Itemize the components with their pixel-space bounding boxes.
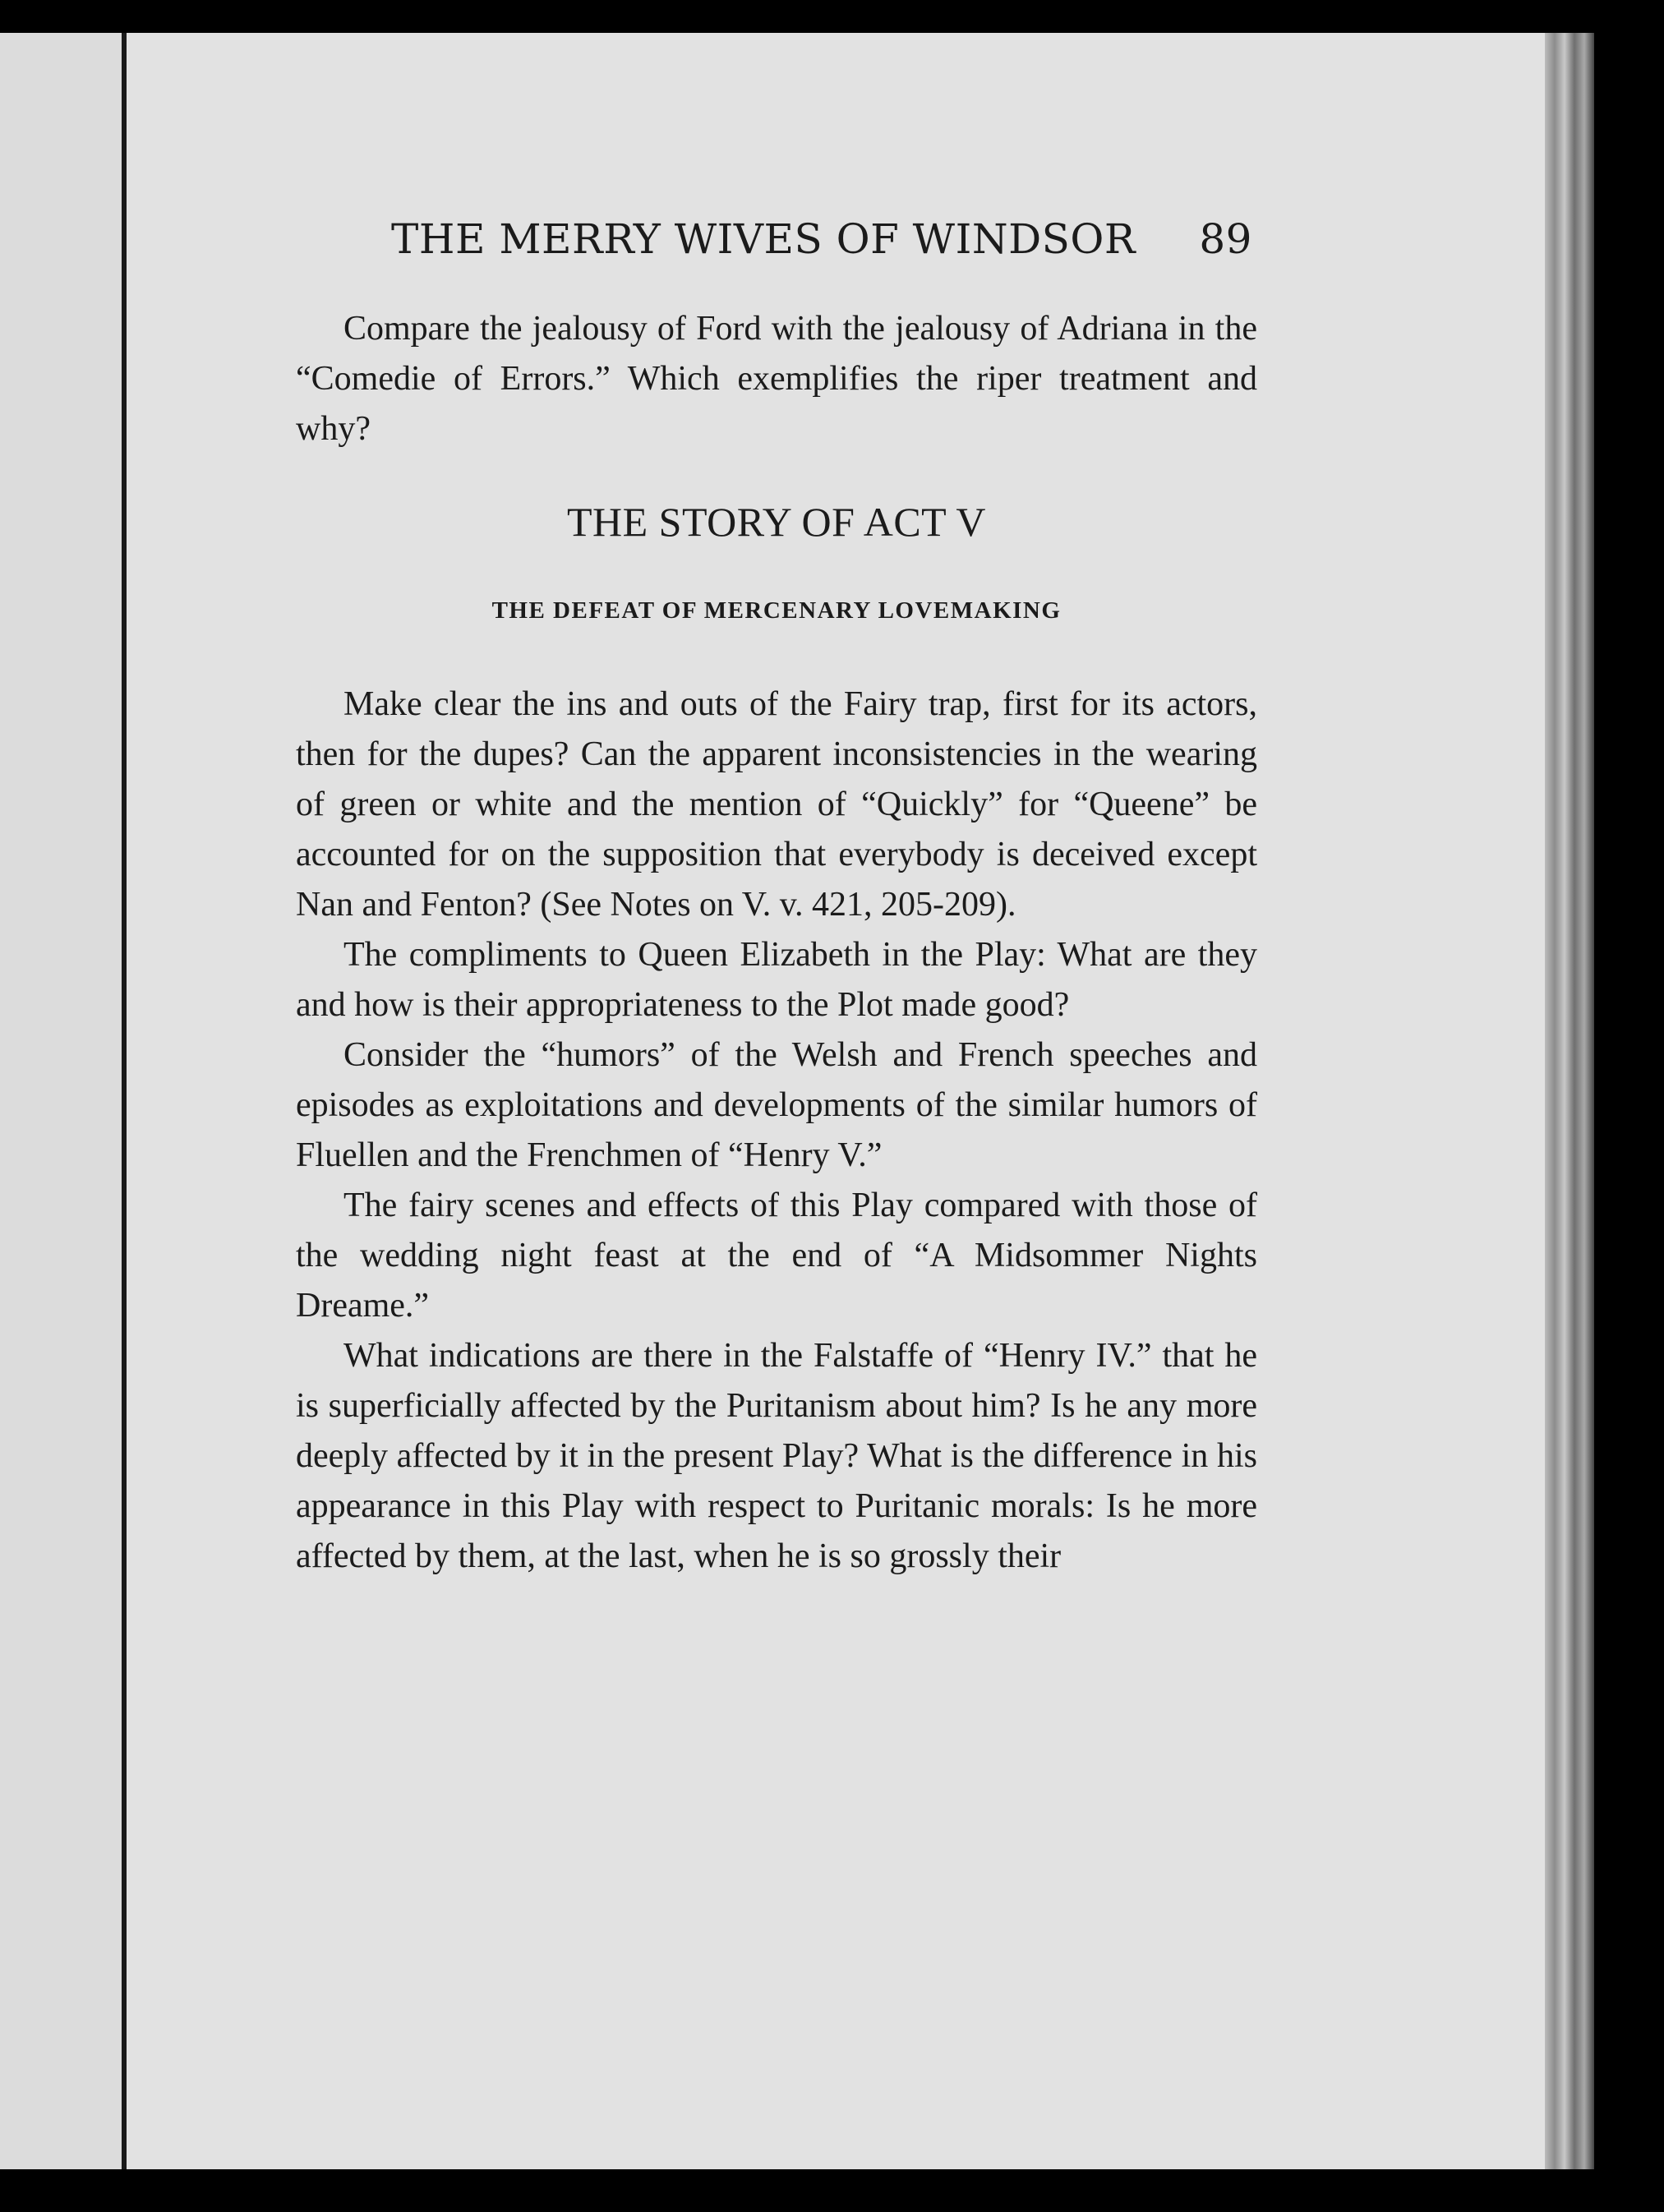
section-subtitle: THE DEFEAT OF MERCENARY LOVEMAKING bbox=[491, 597, 1062, 624]
paragraph: The fairy scenes and effects of this Play compared with those of the wedding night feast at the end of “A Midsommer Nights Dreame.” bbox=[296, 1187, 1257, 1325]
paragraph: Consider the “humors” of the Welsh and French speeches and episodes as exploitations and developments of the similar humors of Fluellen and the Frenchmen of “Henry V.” bbox=[296, 1036, 1257, 1174]
paragraph: What indications are there in the Falstaffe of “Henry IV.” that he is superficially affected by the Puritanism about him? Is he any more deeply affected by it in the present Play? What is the difference in his appearance in this Play with respect to Puritanic morals: Is he more affected by them, at the last, when he is so grossly their bbox=[296, 1337, 1257, 1575]
running-title: THE MERRY WIVES OF WINDSOR bbox=[391, 215, 1136, 263]
page-body bbox=[296, 304, 1257, 1582]
paragraph: Make clear the ins and outs of the Fairy trap, first for its actors, then for the dupes? Can the apparent inconsistencies in the wearing of green or white and the mention of “Quickly” for “Queene” be accounted for on the supposition that everybody is deceived except Nan and Fenton? (See Notes on V. v. 421, 205-209). bbox=[296, 685, 1257, 924]
page-number: 89 bbox=[1199, 215, 1252, 263]
running-header bbox=[391, 215, 1252, 263]
book-gutter bbox=[122, 33, 127, 2169]
facing-page-edge bbox=[0, 33, 123, 2169]
paragraph: The compliments to Queen Elizabeth in the Play: What are they and how is their appropriateness to the Plot made good? bbox=[296, 936, 1257, 1024]
page-edges bbox=[1545, 33, 1594, 2169]
section-title: THE STORY OF ACT V bbox=[566, 499, 987, 545]
intro-paragraph: Compare the jealousy of Ford with the jealousy of Adriana in the “Comedie of Errors.” Which exemplifies the riper treatment and why? bbox=[296, 310, 1257, 448]
